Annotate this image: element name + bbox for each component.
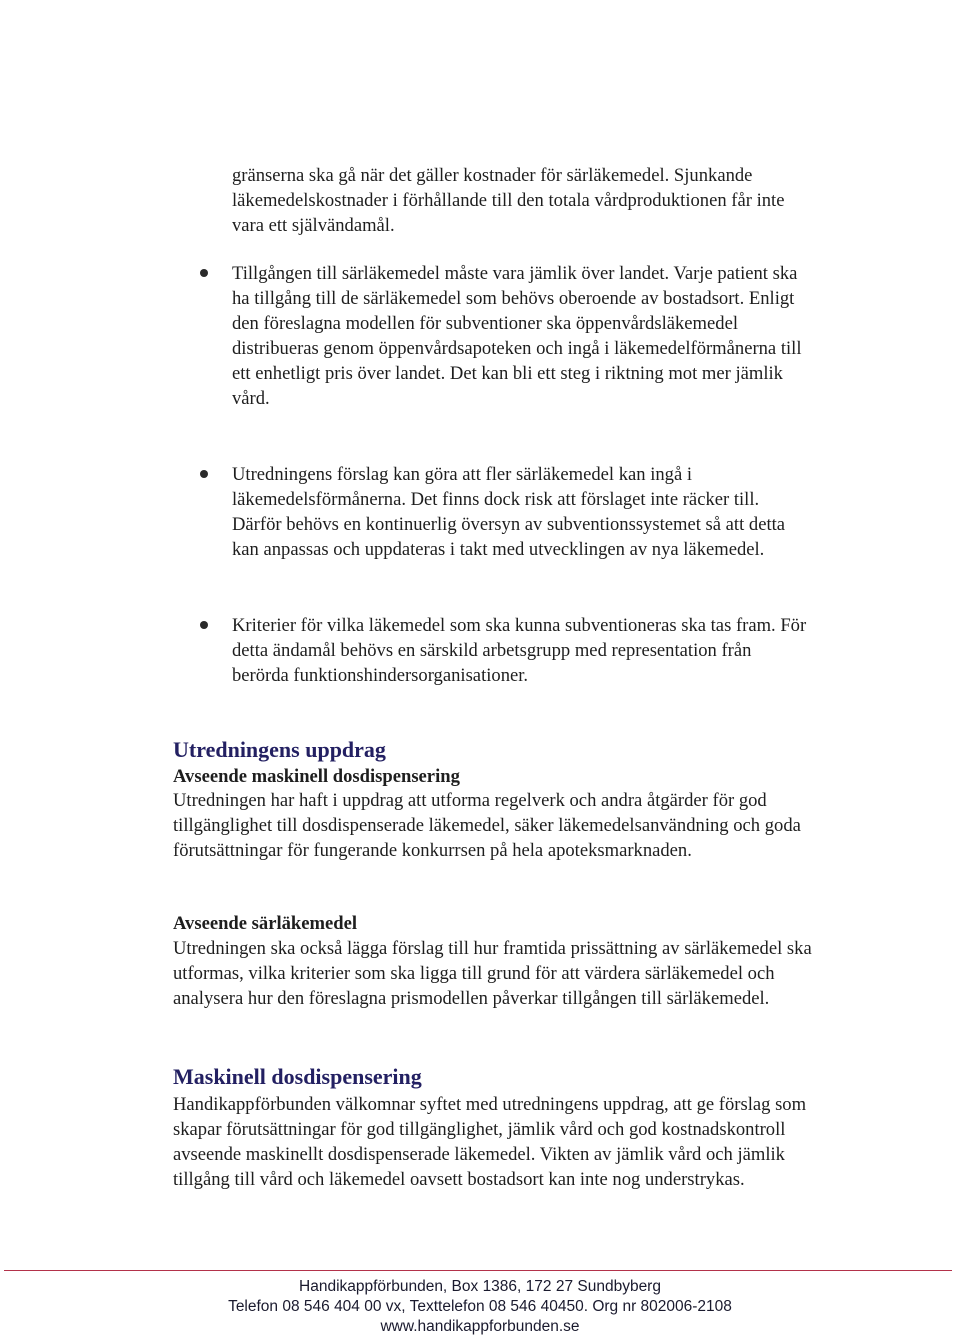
section-heading: Maskinell dosdispensering	[173, 1064, 422, 1089]
list-item: Utredningens förslag kan göra att fler särläkemedel kan ingå i läkemedelsförmånerna. Det finns dock risk att förslaget inte räcker till. Därför behövs en kontinuerlig översyn av subventionssystemet så att detta kan anpassas och uppdateras i takt med utvecklingen av nya läkemedel.	[232, 464, 786, 560]
bullet-icon	[200, 621, 208, 629]
section-heading: Utredningens uppdrag	[173, 737, 386, 762]
footer-contact: Telefon 08 546 404 00 vx, Texttelefon 08 546 40450. Org nr 802006-2108	[228, 1298, 732, 1315]
footer-divider	[4, 1270, 952, 1271]
intro-paragraph: gränserna ska gå när det gäller kostnader för särläkemedel. Sjunkande läkemedelskostnader i förhållande till den totala vårdproduktionen får inte vara ett självändamål.	[232, 165, 785, 236]
body-paragraph: Utredningen har haft i uppdrag att utforma regelverk och andra åtgärder för god tillgänglighet till dosdispenserade läkemedel, säker läkemedelsanvändning och goda förutsättningar för fungerande konkurrsen på hela apoteksmarknaden.	[173, 790, 801, 861]
body-paragraph: Utredningen ska också lägga förslag till hur framtida prissättning av särläkemedel ska utformas, vilka kriterier som ska ligga till grund för att värdera särläkemedel och analysera hur den föreslagna prismodellen påverkar tillgången till särläkemedel.	[173, 938, 812, 1009]
list-item: Kriterier för vilka läkemedel som ska kunna subventioneras ska tas fram. För detta ändamål behövs en särskild arbetsgrupp med representation från berörda funktionshindersorganisationer.	[232, 615, 807, 686]
subsection-heading: Avseende särläkemedel	[173, 913, 358, 934]
subsection-heading: Avseende maskinell dosdispensering	[173, 766, 460, 787]
footer-website-link[interactable]: www.handikappforbunden.se	[380, 1318, 580, 1335]
footer-address: Handikappförbunden, Box 1386, 172 27 Sundbyberg	[299, 1278, 661, 1295]
body-paragraph: Handikappförbunden välkomnar syftet med utredningens uppdrag, att ge förslag som skapar förutsättningar för god tillgänglighet, jämlik vård och god kostnadskontroll avseende maskinellt dosdispenserade läkemedel. Vikten av jämlik vård och jämlik tillgång till vård och läkemedel oavsett bostadsort kan inte nog understrykas.	[173, 1094, 807, 1190]
bullet-icon	[200, 269, 208, 277]
list-item: Tillgången till särläkemedel måste vara jämlik över landet. Varje patient ska ha tillgång till de särläkemedel som behövs oberoende av bostadsort. Enligt den föreslagna modellen för subventioner ska öppenvårdsläkemedel distribueras genom öppenvårdsapoteken och ingå i läkemedelförmånerna till ett enhetligt pris över landet. Det kan bli ett steg i riktning mot mer jämlik vård.	[232, 263, 802, 409]
bullet-icon	[200, 470, 208, 478]
